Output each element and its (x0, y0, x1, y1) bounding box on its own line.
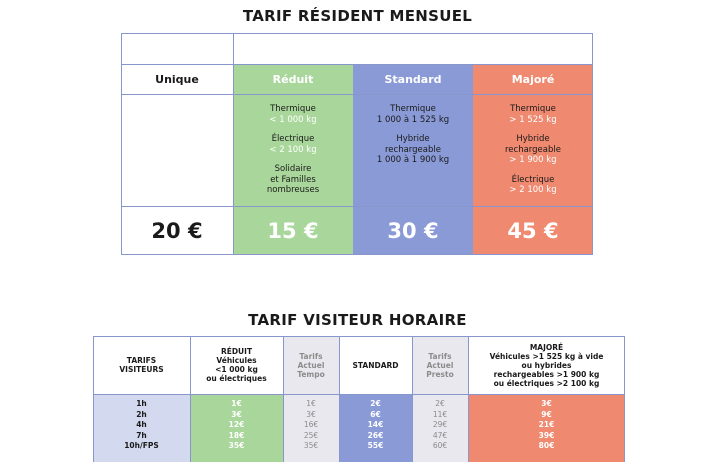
list-item: 2h (136, 409, 147, 419)
list-item: 80€ (538, 441, 555, 450)
header-standard: Standard (384, 72, 442, 86)
tempo-column (283, 394, 339, 462)
table-border (468, 336, 469, 462)
visitor-title: TARIF VISITEUR HORAIRE (248, 311, 467, 329)
list-item: 12€ (228, 420, 245, 429)
list-item: 35€ (228, 441, 245, 450)
reduit-description: Thermique < 1 000 kg Électrique < 2 100 kg Solidaire et Familles nombreuses (266, 104, 320, 195)
table-border (121, 206, 593, 207)
table-border (624, 336, 625, 462)
list-item: 11€ (432, 409, 448, 419)
table-border (93, 336, 94, 462)
resident-title: TARIF RÉSIDENT MENSUEL (242, 7, 473, 25)
list-item: 1€ (306, 399, 316, 408)
table-border (121, 33, 593, 34)
header-standard: STANDARD (352, 360, 399, 370)
majore-column (468, 394, 625, 462)
list-item: 1€ (231, 399, 242, 408)
list-item: 3€ (541, 399, 552, 408)
header-unique: Unique (155, 72, 199, 86)
list-item: 21€ (538, 420, 555, 429)
price-reduit: 15 € (267, 218, 319, 243)
list-item: 3€ (306, 409, 316, 419)
list-item: 16€ (303, 420, 319, 429)
list-item: 14€ (367, 420, 384, 429)
header-reduit: RÉDUIT Véhicules <1 000 kg ou électriques (206, 347, 267, 383)
list-item: 10h/FPS (124, 441, 159, 450)
table-border (339, 336, 340, 462)
list-item: 2€ (435, 399, 445, 408)
header-tarifs-visiteurs: TARIFS VISITEURS (119, 356, 164, 374)
list-item: 47€ (432, 430, 448, 440)
price-standard: 30 € (387, 218, 439, 243)
list-item: 4h (136, 420, 147, 429)
table-border (121, 94, 593, 95)
majore-description: Thermique > 1 525 kg Hybride rechargeable > 1 900 kg Électrique > 2 100 kg (505, 104, 561, 195)
header-majore: MAJORÉ Véhicules >1 525 kg à vide ou hybrides rechargeables >1 900 kg ou électriques >2 100 kg (489, 342, 604, 388)
list-item: 60€ (432, 441, 448, 450)
list-item: 6€ (370, 409, 381, 419)
standard-column (339, 394, 412, 462)
reduit-column (190, 394, 283, 462)
table-border (121, 64, 593, 65)
visitor-table (93, 336, 625, 462)
list-item: 39€ (538, 430, 555, 440)
table-border (283, 336, 284, 462)
table-border (121, 33, 122, 255)
price-majore: 45 € (507, 218, 559, 243)
table-border (93, 336, 625, 337)
list-item: 2€ (370, 399, 381, 408)
list-item: 25€ (303, 430, 319, 440)
durations-column (93, 394, 190, 462)
list-item: 9€ (541, 409, 552, 419)
resident-table (121, 33, 593, 255)
list-item: 29€ (432, 420, 448, 429)
table-border (190, 336, 191, 462)
table-border (412, 336, 413, 462)
table-border (233, 33, 234, 255)
list-item: 3€ (231, 409, 242, 419)
header-tempo: Tarifs Actuel Tempo (283, 336, 339, 394)
presto-column (412, 394, 468, 462)
list-item: 35€ (303, 441, 319, 450)
header-majore: Majoré (511, 72, 555, 86)
header-presto: Tarifs Actuel Presto (412, 336, 468, 394)
table-border (592, 33, 593, 255)
list-item: 26€ (367, 430, 384, 440)
list-item: 7h (136, 430, 147, 440)
list-item: 1h (136, 399, 147, 408)
list-item: 18€ (228, 430, 245, 440)
table-border (93, 394, 625, 395)
standard-description: Thermique 1 000 à 1 525 kg Hybride rechargeable 1 000 à 1 900 kg (376, 104, 450, 165)
price-unique: 20 € (151, 218, 203, 243)
table-border (121, 254, 593, 255)
list-item: 55€ (367, 441, 384, 450)
header-reduit: Réduit (272, 72, 314, 86)
